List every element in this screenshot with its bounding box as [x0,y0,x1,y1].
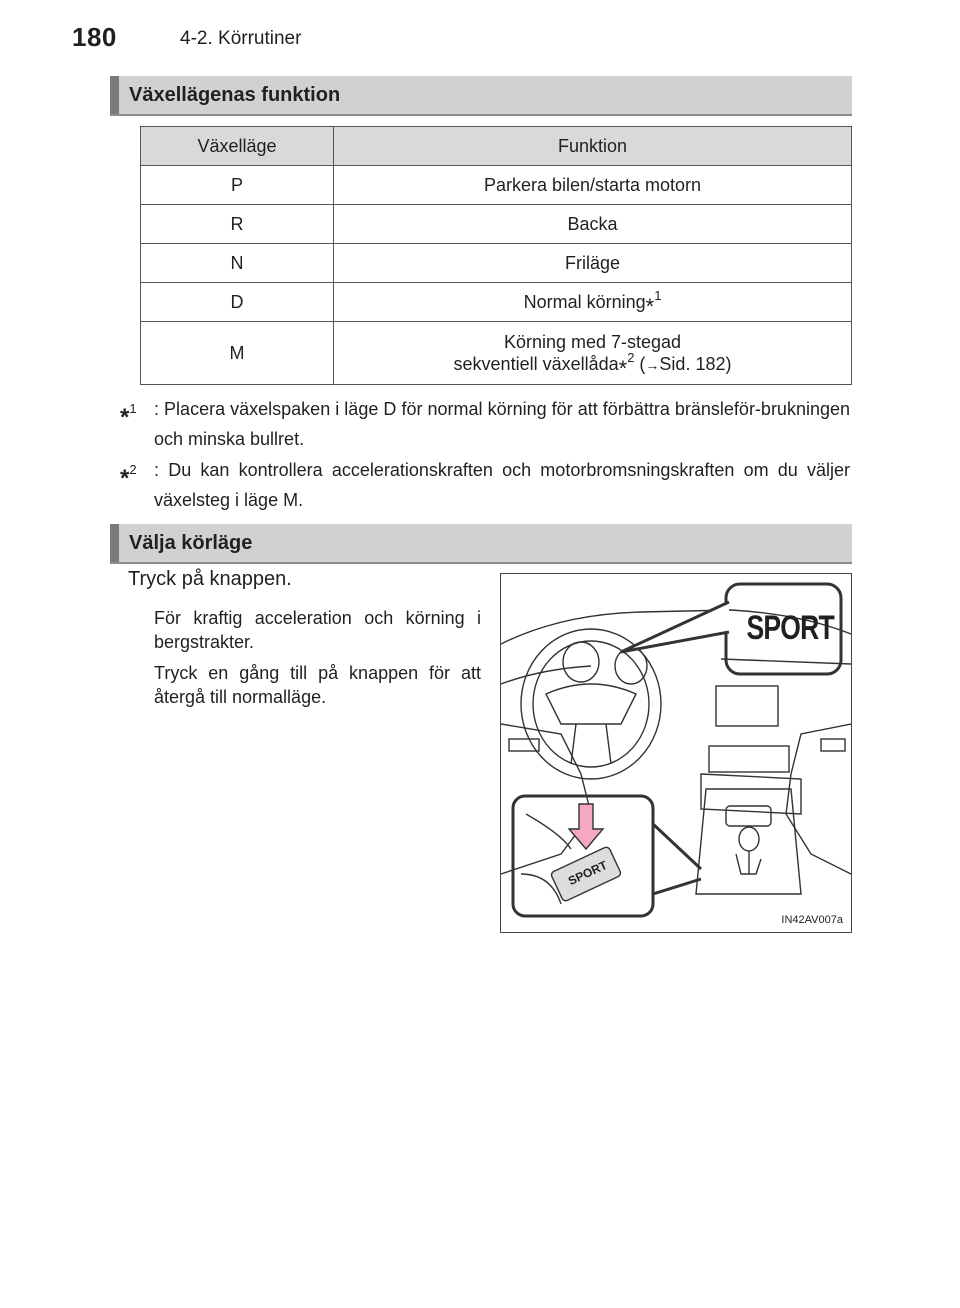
page-reference-link[interactable]: Sid. 182) [659,353,732,374]
gear-cell: D [141,283,334,322]
section-heading-gear-functions [110,76,852,116]
footnote [120,394,850,454]
step-instruction: Tryck på knappen. [128,568,292,590]
heading-bar [110,524,119,562]
function-cell: Körning med 7-stegad sekventiell växellåda$^{*2}$ (→Sid. 182) [334,322,852,385]
gear-cell: P [141,166,334,205]
section-heading-text: Växellägenas funktion [129,84,341,106]
asterisk-icon: * [120,404,130,431]
footnote-marker [120,394,137,433]
section-heading-drive-mode [110,524,852,564]
callout-sport-label: SPORT [746,609,834,647]
table-row [141,166,852,205]
function-cell: Backa [334,205,852,244]
function-cell [334,283,852,322]
footnote-text: : Placera växelspaken i läge D för normal körning för att förbättra bränsleför-brukningen och minska bullret. [154,399,850,449]
gear-function-table [140,126,852,385]
function-text-line1: Körning med 7-stegad [503,331,682,352]
gear-cell: N [141,244,334,283]
asterisk-icon: * [618,355,628,381]
footnote-ref: 1 [654,287,662,303]
asterisk-icon: * [645,293,655,319]
function-text-line2: sekventiell växellåda [453,353,619,374]
illustration-code: IN42AV007a [781,914,843,926]
paragraph: Tryck en gång till på knappen för att återgå till normalläge. [154,663,481,707]
footnote-text: : Du kan kontrollera accelerationskraften och motorbromsningskraften om du väljer växelsteg i läge M. [154,460,850,510]
heading-bar [110,76,119,114]
gear-cell: R [141,205,334,244]
table-header-row [141,127,852,166]
gear-cell: M [141,322,334,385]
button-sport-label: SPORT [565,857,610,889]
function-cell: Friläge [334,244,852,283]
function-cell: Parkera bilen/starta motorn [334,166,852,205]
table-row [141,322,852,385]
arrow-right-icon: → [645,356,660,373]
arrow-down-icon [569,804,603,849]
function-text: Normal körning [523,291,646,312]
table-row [141,283,852,322]
chapter-title: 4-2. Körrutiner [180,28,302,49]
table-header-gear: Växelläge [141,127,334,166]
footnote-marker [120,455,137,494]
footnote [120,455,850,515]
footnote-number: 2 [129,462,137,477]
asterisk-icon: * [120,465,130,492]
table-row [141,205,852,244]
paragraph: För kraftig acceleration och körning i bergstrakter. [154,608,481,652]
page-number: 180 [72,22,117,52]
footnote-ref: 2 [627,349,635,365]
section-heading-text: Välja körläge [129,532,253,554]
footnote-number: 1 [129,401,137,416]
table-header-function: Funktion [334,127,852,166]
dashboard-illustration [500,573,852,933]
table-row [141,244,852,283]
